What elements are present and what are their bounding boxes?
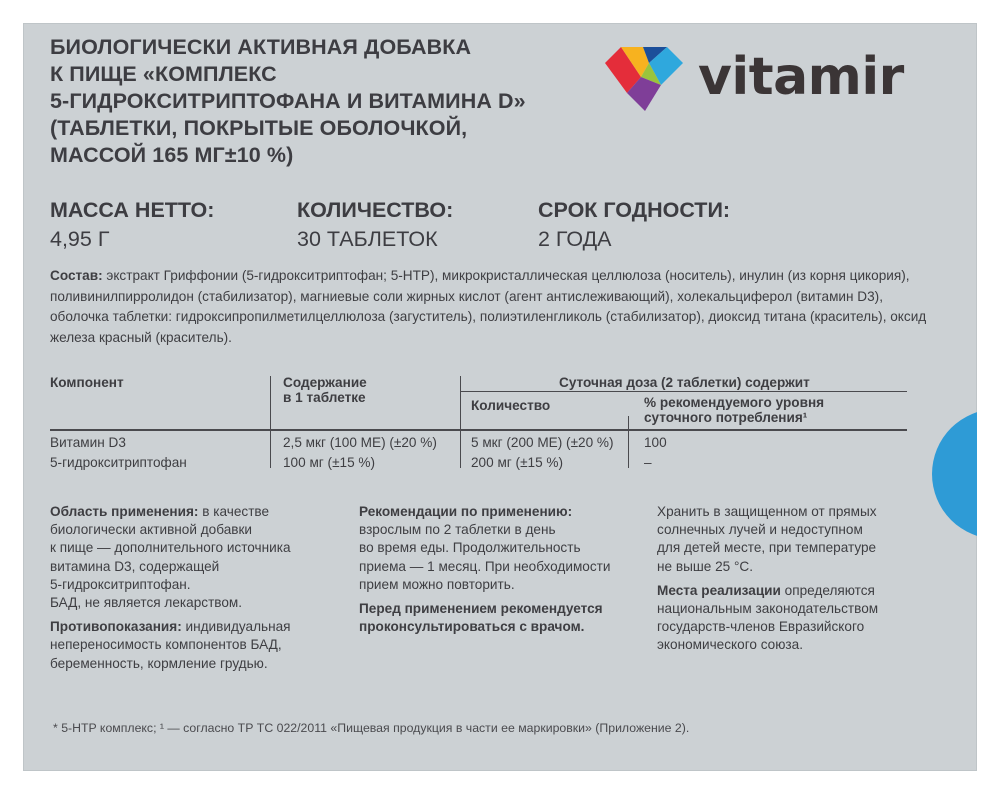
footnote: * 5-HTP комплекс; ¹ — согласно ТР ТС 022/2011 «Пищевая продукция в части ее маркировки» (Приложение 2).: [53, 721, 690, 735]
table-cell: 100: [644, 435, 667, 450]
table-cell: 5 мкг (200 МЕ) (±20 %): [471, 435, 614, 450]
table-cell: 200 мг (±15 %): [471, 455, 564, 470]
title-line: К ПИЩЕ «КОМПЛЕКС: [50, 62, 277, 86]
table-cell: 2,5 мкг (100 МЕ) (±20 %): [283, 435, 437, 450]
composition-body: экстракт Гриффонии (5-гидрокситриптофан; 5-HTP), микрокристаллическая целлюлоза (носитель), инулин (из корня цикория), поливинилпирролидон (стабилизатор), магниевые соли жирных кислот (агент антислеживающий), холекальциферол (витамин D3), оболочка таблетки: гидроксипропилметилцеллюлоза (загуститель), полиэтиленгликоль (стабилизатор), диоксид титана (краситель), оксид железа красный (краситель).: [50, 268, 927, 345]
blue-decorative-circle: [932, 409, 977, 539]
title-line: (ТАБЛЕТКИ, ПОКРЫТЫЕ ОБОЛОЧКОЙ,: [50, 116, 468, 140]
spec-value: 4,95 Г: [50, 227, 110, 251]
table-column-divider: [270, 376, 271, 468]
contraindications: [50, 618, 350, 673]
recommendations: [359, 503, 659, 594]
places-of-sale: [657, 582, 927, 655]
title-line: БИОЛОГИЧЕСКИ АКТИВНАЯ ДОБАВКА: [50, 35, 472, 59]
spec-net-weight: [50, 196, 214, 254]
table-cell: 5-гидрокситриптофан: [50, 455, 187, 470]
vitamir-wordmark: vitamir: [698, 47, 904, 107]
text-line: экономического союза.: [657, 637, 803, 653]
th-amount: Количество: [471, 398, 551, 413]
text-line: солнечных лучей и недоступном: [657, 522, 863, 538]
table-cell: 100 мг (±15 %): [283, 455, 376, 470]
package-panel: [23, 23, 977, 771]
consult-warning: [359, 600, 659, 636]
table-cell: Витамин D3: [50, 435, 126, 450]
table-column-divider: [628, 416, 629, 468]
text-line: БАД, не является лекарством.: [50, 595, 243, 611]
area-of-use: [50, 503, 350, 612]
spec-quantity: [297, 196, 453, 254]
table-column-divider: [460, 376, 461, 468]
text-line: для детей месте, при температуре: [657, 540, 877, 556]
th-daily-dose: Суточная доза (2 таблетки) содержит: [559, 375, 810, 390]
composition-label: Состав:: [50, 268, 103, 283]
storage-conditions: [657, 503, 927, 576]
text-line: государств-членов Евразийского: [657, 619, 865, 635]
text-line: биологически активной добавки: [50, 522, 253, 538]
table-header-divider: [50, 429, 907, 431]
text-line: прием можно повторить.: [359, 576, 515, 592]
text-line: определяются: [780, 582, 875, 598]
vitamir-logo: [605, 41, 945, 121]
table-header-sub-divider: [460, 391, 907, 392]
text-line: проконсультироваться с врачом.: [359, 619, 585, 635]
title-line: МАССОЙ 165 МГ±10 %): [50, 143, 294, 167]
storage-column: [657, 503, 927, 661]
spec-label: МАССА НЕТТО:: [50, 198, 215, 222]
text-line: во время еды. Продолжительность: [359, 540, 581, 556]
th-component: Компонент: [50, 375, 124, 390]
spec-shelf-life: [538, 196, 730, 254]
text-line: не выше 25 °C.: [657, 558, 754, 574]
text-line: витамина D3, содержащей: [50, 558, 220, 574]
text-line: Перед применением рекомендуется: [359, 601, 603, 617]
text-line: 5-гидрокситриптофан.: [50, 576, 191, 592]
text-line: национальным законодательством: [657, 601, 879, 617]
vitamir-logo-icon: [605, 41, 683, 113]
text-line: в качестве: [198, 504, 270, 519]
spec-value: 2 ГОДА: [538, 227, 612, 251]
text-line: беременность, кормление грудью.: [50, 655, 268, 671]
area-of-use-label: Область применения:: [50, 504, 199, 519]
th-per-tablet: Содержание: [283, 375, 367, 390]
product-title: [50, 34, 526, 169]
composition-text: [50, 266, 940, 348]
text-line: Хранить в защищенном от прямых: [657, 504, 877, 519]
places-of-sale-label: Места реализации: [657, 582, 781, 598]
th-per-tablet-2: в 1 таблетке: [283, 390, 366, 405]
th-percent: % рекомендуемого уровня: [644, 395, 825, 410]
title-line: 5-ГИДРОКСИТРИПТОФАНА И ВИТАМИНА D»: [50, 89, 526, 113]
spec-label: КОЛИЧЕСТВО:: [297, 198, 454, 222]
spec-label: СРОК ГОДНОСТИ:: [538, 198, 731, 222]
text-line: к пище — дополнительного источника: [50, 540, 291, 556]
text-line: взрослым по 2 таблетки в день: [359, 522, 556, 538]
text-line: непереносимость компонентов БАД,: [50, 637, 282, 653]
table-cell: –: [644, 455, 652, 470]
text-line: индивидуальная: [181, 619, 291, 635]
recommendations-label: Рекомендации по применению:: [359, 504, 573, 519]
spec-value: 30 ТАБЛЕТОК: [297, 227, 438, 251]
contraindications-label: Противопоказания:: [50, 619, 182, 635]
recommendations-column: [359, 503, 659, 642]
text-line: приема — 1 месяц. При необходимости: [359, 558, 611, 574]
th-percent-2: суточного потребления¹: [644, 410, 808, 425]
usage-column: [50, 503, 350, 679]
nutrition-table: [50, 368, 907, 478]
